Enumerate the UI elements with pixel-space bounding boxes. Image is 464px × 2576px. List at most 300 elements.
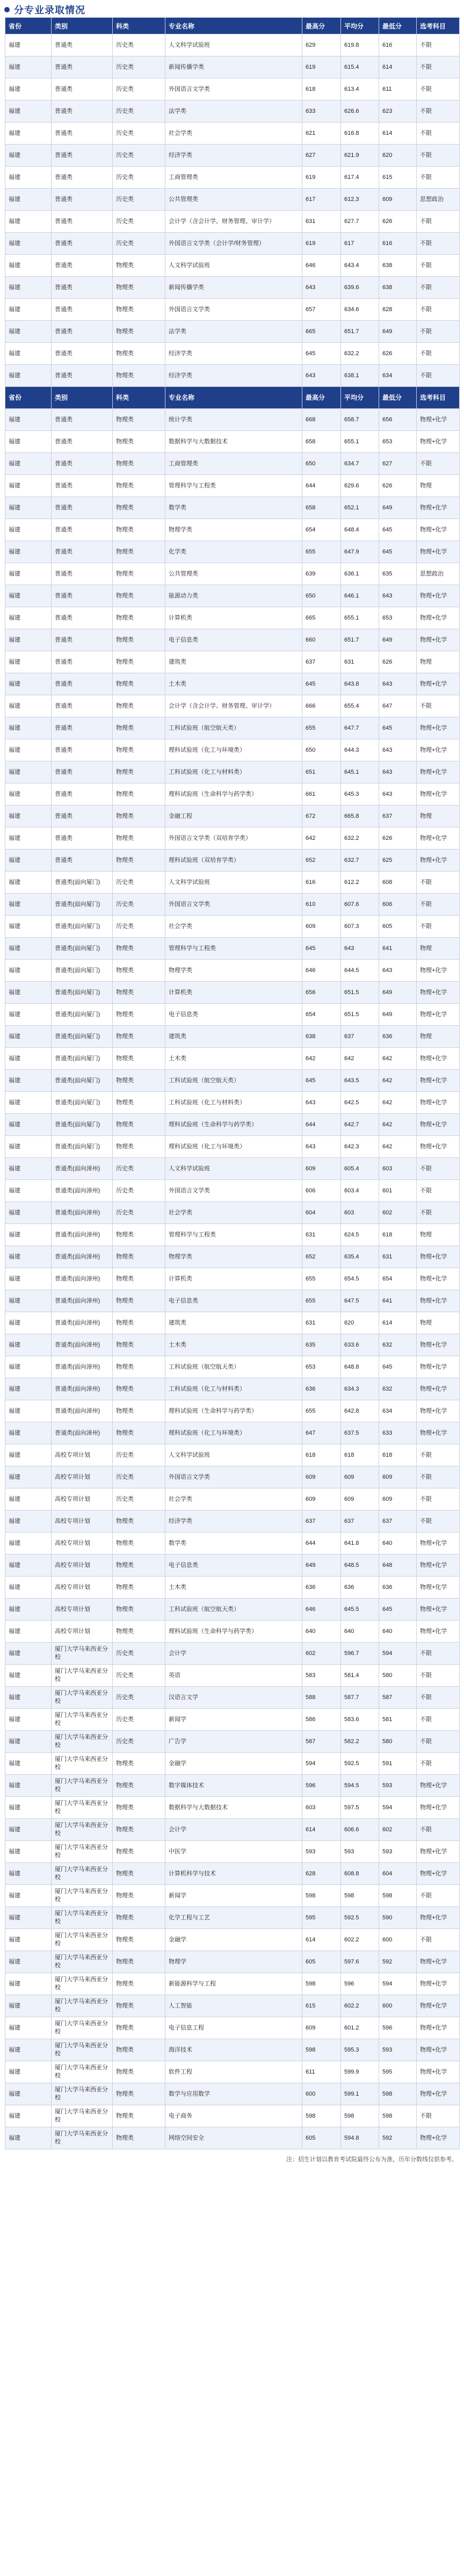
cell-province: 福建 — [5, 1665, 52, 1687]
cell-required-subjects: 不限 — [417, 2105, 460, 2127]
cell-min-score: 628 — [379, 299, 417, 321]
cell-major: 理科试验班（化工与环境类） — [165, 1136, 302, 1158]
cell-major: 物理学类 — [165, 960, 302, 982]
cell-max-score: 598 — [302, 1885, 341, 1907]
cell-subject-type: 物理类 — [113, 1092, 165, 1114]
cell-major: 数字媒体技术 — [165, 1775, 302, 1797]
cell-category: 普通类 — [52, 321, 113, 343]
table-row — [5, 1136, 460, 1158]
cell-avg-score: 658.7 — [341, 409, 379, 431]
cell-avg-score: 620 — [341, 1312, 379, 1334]
cell-max-score: 615 — [302, 1995, 341, 2017]
cell-avg-score: 642.8 — [341, 1400, 379, 1422]
cell-min-score: 598 — [379, 1885, 417, 1907]
cell-category: 普通类(面向厦门) — [52, 1004, 113, 1026]
cell-category: 普通类(面向漳州) — [52, 1400, 113, 1422]
table-row — [5, 34, 460, 56]
cell-category: 普通类 — [52, 541, 113, 563]
cell-category: 普通类 — [52, 56, 113, 78]
cell-major: 工科试验班（航空航天类） — [165, 1356, 302, 1378]
cell-avg-score: 582.2 — [341, 1731, 379, 1753]
cell-required-subjects: 物理+化学 — [417, 1400, 460, 1422]
table-row — [5, 960, 460, 982]
cell-category: 厦门大学马来西亚分校 — [52, 1951, 113, 1973]
cell-max-score: 644 — [302, 475, 341, 497]
cell-max-score: 638 — [302, 1026, 341, 1048]
table-row — [5, 167, 460, 189]
cell-avg-score: 635.4 — [341, 1246, 379, 1268]
cell-province: 福建 — [5, 1378, 52, 1400]
cell-max-score: 603 — [302, 1797, 341, 1819]
cell-required-subjects: 物理+化学 — [417, 1621, 460, 1643]
cell-subject-type: 物理类 — [113, 1929, 165, 1951]
cell-min-score: 616 — [379, 34, 417, 56]
cell-category: 普通类 — [52, 629, 113, 651]
cell-required-subjects: 物理+化学 — [417, 850, 460, 872]
cell-subject-type: 物理类 — [113, 1422, 165, 1444]
cell-province: 福建 — [5, 211, 52, 233]
cell-min-score: 641 — [379, 938, 417, 960]
cell-required-subjects: 物理+化学 — [417, 1555, 460, 1577]
cell-major: 电子信息类 — [165, 629, 302, 651]
cell-required-subjects: 不限 — [417, 1885, 460, 1907]
cell-major: 数学类 — [165, 1532, 302, 1555]
cell-category: 普通类(面向漳州) — [52, 1312, 113, 1334]
cell-avg-score: 655.1 — [341, 431, 379, 453]
cell-subject-type: 物理类 — [113, 673, 165, 695]
cell-province: 福建 — [5, 1555, 52, 1577]
cell-max-score: 595 — [302, 1907, 341, 1929]
repeat-header-cell: 选考科目 — [417, 387, 460, 409]
cell-subject-type: 物理类 — [113, 497, 165, 519]
table-row — [5, 1577, 460, 1599]
cell-major: 理科试验班（化工与环境类） — [165, 1422, 302, 1444]
table-row — [5, 982, 460, 1004]
cell-max-score: 602 — [302, 1643, 341, 1665]
cell-province: 福建 — [5, 1643, 52, 1665]
cell-major: 理科试验班（生命科学与药学类） — [165, 1400, 302, 1422]
cell-required-subjects: 不限 — [417, 1929, 460, 1951]
cell-province: 福建 — [5, 409, 52, 431]
repeat-header-cell: 类别 — [52, 387, 113, 409]
cell-min-score: 623 — [379, 100, 417, 123]
cell-required-subjects: 物理+化学 — [417, 1136, 460, 1158]
cell-subject-type: 历史类 — [113, 1202, 165, 1224]
cell-category: 普通类 — [52, 189, 113, 211]
cell-required-subjects: 不限 — [417, 167, 460, 189]
cell-category: 普通类(面向漳州) — [52, 1224, 113, 1246]
cell-category: 高校专项计划 — [52, 1488, 113, 1510]
cell-subject-type: 历史类 — [113, 78, 165, 100]
table-row — [5, 1753, 460, 1775]
cell-province: 福建 — [5, 145, 52, 167]
cell-subject-type: 物理类 — [113, 1621, 165, 1643]
header-avg-score: 平均分 — [341, 18, 379, 34]
cell-avg-score: 615.4 — [341, 56, 379, 78]
cell-province: 福建 — [5, 299, 52, 321]
cell-max-score: 652 — [302, 1246, 341, 1268]
cell-province: 福建 — [5, 1070, 52, 1092]
cell-major: 理科试验班（双培育学类） — [165, 850, 302, 872]
cell-category: 厦门大学马来西亚分校 — [52, 1797, 113, 1819]
cell-category: 普通类 — [52, 299, 113, 321]
cell-category: 普通类(面向漳州) — [52, 1356, 113, 1378]
cell-major: 化学工程与工艺 — [165, 1907, 302, 1929]
cell-max-score: 619 — [302, 167, 341, 189]
cell-max-score: 614 — [302, 1929, 341, 1951]
cell-major: 新能源科学与工程 — [165, 1973, 302, 1995]
cell-required-subjects: 物理+化学 — [417, 1268, 460, 1290]
cell-major: 金融学 — [165, 1753, 302, 1775]
cell-required-subjects: 物理+化学 — [417, 1246, 460, 1268]
cell-subject-type: 物理类 — [113, 2061, 165, 2083]
cell-province: 福建 — [5, 1466, 52, 1488]
cell-avg-score: 618 — [341, 1444, 379, 1466]
table-row — [5, 1158, 460, 1180]
cell-subject-type: 物理类 — [113, 585, 165, 607]
cell-province: 福建 — [5, 1268, 52, 1290]
cell-required-subjects: 物理+化学 — [417, 1356, 460, 1378]
cell-required-subjects: 物理+化学 — [417, 1973, 460, 1995]
cell-category: 厦门大学马来西亚分校 — [52, 2083, 113, 2105]
cell-subject-type: 物理类 — [113, 805, 165, 828]
cell-category: 高校专项计划 — [52, 1466, 113, 1488]
table-row — [5, 1687, 460, 1709]
cell-province: 福建 — [5, 1114, 52, 1136]
cell-subject-type: 物理类 — [113, 739, 165, 761]
cell-max-score: 609 — [302, 1466, 341, 1488]
cell-subject-type: 物理类 — [113, 453, 165, 475]
cell-major: 外国语言文学类 — [165, 299, 302, 321]
cell-max-score: 652 — [302, 850, 341, 872]
cell-required-subjects: 物理+化学 — [417, 1951, 460, 1973]
cell-province: 福建 — [5, 894, 52, 916]
cell-required-subjects: 物理+化学 — [417, 1841, 460, 1863]
cell-category: 普通类 — [52, 167, 113, 189]
cell-province: 福建 — [5, 960, 52, 982]
cell-avg-score: 643.8 — [341, 673, 379, 695]
admission-table — [5, 17, 460, 2149]
table-row — [5, 1400, 460, 1422]
cell-category: 普通类 — [52, 475, 113, 497]
cell-max-score: 631 — [302, 1312, 341, 1334]
cell-province: 福建 — [5, 1532, 52, 1555]
cell-province: 福建 — [5, 1599, 52, 1621]
table-row — [5, 872, 460, 894]
cell-avg-score: 594.8 — [341, 2127, 379, 2149]
cell-max-score: 588 — [302, 1687, 341, 1709]
cell-min-score: 626 — [379, 475, 417, 497]
cell-min-score: 609 — [379, 1466, 417, 1488]
table-header-row-repeat — [5, 387, 460, 409]
cell-required-subjects: 物理+化学 — [417, 673, 460, 695]
cell-min-score: 641 — [379, 1290, 417, 1312]
cell-province: 福建 — [5, 255, 52, 277]
cell-subject-type: 历史类 — [113, 1687, 165, 1709]
cell-province: 福建 — [5, 563, 52, 585]
cell-major: 土木类 — [165, 1577, 302, 1599]
cell-subject-type: 历史类 — [113, 1665, 165, 1687]
cell-min-score: 616 — [379, 233, 417, 255]
cell-major: 软件工程 — [165, 2061, 302, 2083]
cell-subject-type: 历史类 — [113, 894, 165, 916]
cell-major: 数据科学与大数据技术 — [165, 431, 302, 453]
cell-major: 管理科学与工程类 — [165, 1224, 302, 1246]
cell-subject-type: 物理类 — [113, 607, 165, 629]
cell-major: 土木类 — [165, 1334, 302, 1356]
cell-major: 人文科学试验班 — [165, 255, 302, 277]
cell-avg-score: 643 — [341, 938, 379, 960]
cell-major: 经济学类 — [165, 145, 302, 167]
cell-major: 经济学类 — [165, 343, 302, 365]
cell-required-subjects: 物理+化学 — [417, 1114, 460, 1136]
cell-max-score: 650 — [302, 453, 341, 475]
cell-major: 金融工程 — [165, 805, 302, 828]
cell-province: 福建 — [5, 1290, 52, 1312]
table-row — [5, 1599, 460, 1621]
cell-major: 会计学 — [165, 1643, 302, 1665]
cell-min-score: 596 — [379, 2017, 417, 2039]
cell-required-subjects: 物理+化学 — [417, 431, 460, 453]
cell-min-score: 620 — [379, 145, 417, 167]
cell-required-subjects: 不限 — [417, 34, 460, 56]
table-row — [5, 1004, 460, 1026]
cell-major: 数学与应用数学 — [165, 2083, 302, 2105]
cell-avg-score: 636.1 — [341, 563, 379, 585]
cell-avg-score: 648.5 — [341, 1555, 379, 1577]
cell-required-subjects: 思想政治 — [417, 563, 460, 585]
cell-min-score: 642 — [379, 1092, 417, 1114]
cell-subject-type: 物理类 — [113, 343, 165, 365]
table-row — [5, 1180, 460, 1202]
table-row — [5, 255, 460, 277]
cell-subject-type: 历史类 — [113, 233, 165, 255]
cell-max-score: 598 — [302, 2105, 341, 2127]
cell-min-score: 648 — [379, 1555, 417, 1577]
table-row — [5, 894, 460, 916]
cell-avg-score: 598 — [341, 1885, 379, 1907]
table-row — [5, 1488, 460, 1510]
cell-avg-score: 598 — [341, 2105, 379, 2127]
cell-max-score: 633 — [302, 100, 341, 123]
cell-subject-type: 物理类 — [113, 1510, 165, 1532]
table-row — [5, 1863, 460, 1885]
cell-province: 福建 — [5, 1885, 52, 1907]
cell-major: 人文科学试验班 — [165, 1444, 302, 1466]
cell-min-score: 634 — [379, 1400, 417, 1422]
cell-max-score: 598 — [302, 2039, 341, 2061]
cell-province: 福建 — [5, 1488, 52, 1510]
cell-max-score: 616 — [302, 872, 341, 894]
table-row — [5, 1070, 460, 1092]
bullet-dot-icon — [4, 7, 10, 12]
table-row — [5, 1731, 460, 1753]
cell-major: 理科试验班（生命科学与药学类） — [165, 1114, 302, 1136]
table-row — [5, 453, 460, 475]
cell-max-score: 665 — [302, 321, 341, 343]
cell-province: 福建 — [5, 938, 52, 960]
cell-max-score: 619 — [302, 56, 341, 78]
table-row — [5, 2083, 460, 2105]
table-row — [5, 277, 460, 299]
cell-required-subjects: 物理+化学 — [417, 1378, 460, 1400]
cell-min-score: 625 — [379, 850, 417, 872]
cell-required-subjects: 物理 — [417, 1312, 460, 1334]
cell-province: 福建 — [5, 1797, 52, 1819]
cell-avg-score: 617 — [341, 233, 379, 255]
cell-avg-score: 593 — [341, 1841, 379, 1863]
cell-major: 计算机类 — [165, 607, 302, 629]
cell-required-subjects: 物理+化学 — [417, 1797, 460, 1819]
cell-major: 管理科学与工程类 — [165, 938, 302, 960]
cell-avg-score: 647.7 — [341, 717, 379, 739]
cell-category: 普通类 — [52, 850, 113, 872]
cell-category: 厦门大学马来西亚分校 — [52, 1753, 113, 1775]
cell-required-subjects: 物理+化学 — [417, 497, 460, 519]
table-row — [5, 100, 460, 123]
cell-max-score: 642 — [302, 1048, 341, 1070]
cell-max-score: 655 — [302, 1290, 341, 1312]
cell-category: 普通类 — [52, 145, 113, 167]
cell-avg-score: 632.7 — [341, 850, 379, 872]
cell-subject-type: 物理类 — [113, 761, 165, 783]
cell-max-score: 600 — [302, 2083, 341, 2105]
table-row — [5, 497, 460, 519]
cell-avg-score: 645.1 — [341, 761, 379, 783]
cell-required-subjects: 不限 — [417, 1819, 460, 1841]
cell-category: 普通类 — [52, 739, 113, 761]
cell-category: 普通类(面向厦门) — [52, 872, 113, 894]
table-row — [5, 1885, 460, 1907]
cell-avg-score: 612.3 — [341, 189, 379, 211]
cell-max-score: 604 — [302, 1202, 341, 1224]
cell-avg-score: 645.3 — [341, 783, 379, 805]
cell-max-score: 605 — [302, 1951, 341, 1973]
table-row — [5, 1797, 460, 1819]
cell-avg-score: 602.2 — [341, 1995, 379, 2017]
cell-subject-type: 物理类 — [113, 2127, 165, 2149]
table-header-row — [5, 18, 460, 34]
cell-min-score: 614 — [379, 1312, 417, 1334]
table-row — [5, 1378, 460, 1400]
cell-province: 福建 — [5, 1312, 52, 1334]
table-row — [5, 1202, 460, 1224]
cell-province: 福建 — [5, 1246, 52, 1268]
repeat-header-cell: 科类 — [113, 387, 165, 409]
cell-province: 福建 — [5, 189, 52, 211]
cell-major: 英语 — [165, 1665, 302, 1687]
cell-required-subjects: 不限 — [417, 1444, 460, 1466]
cell-province: 福建 — [5, 1422, 52, 1444]
cell-avg-score: 642.3 — [341, 1136, 379, 1158]
cell-subject-type: 物理类 — [113, 563, 165, 585]
cell-category: 普通类 — [52, 761, 113, 783]
cell-category: 普通类 — [52, 100, 113, 123]
cell-max-score: 631 — [302, 211, 341, 233]
cell-subject-type: 历史类 — [113, 1466, 165, 1488]
cell-category: 厦门大学马来西亚分校 — [52, 2017, 113, 2039]
footnote: 注：招生计划以教育考试院最终公布为准，历年分数线仅供参考。 — [286, 2156, 458, 2163]
cell-min-score: 593 — [379, 2039, 417, 2061]
cell-province: 福建 — [5, 1687, 52, 1709]
cell-subject-type: 物理类 — [113, 982, 165, 1004]
cell-subject-type: 历史类 — [113, 1709, 165, 1731]
cell-max-score: 661 — [302, 783, 341, 805]
cell-major: 工科试验班（航空航天类） — [165, 717, 302, 739]
cell-subject-type: 历史类 — [113, 872, 165, 894]
cell-required-subjects: 物理+化学 — [417, 1290, 460, 1312]
cell-max-score: 640 — [302, 1621, 341, 1643]
cell-max-score: 609 — [302, 2017, 341, 2039]
cell-min-score: 600 — [379, 1929, 417, 1951]
cell-avg-score: 599.9 — [341, 2061, 379, 2083]
cell-subject-type: 物理类 — [113, 321, 165, 343]
cell-province: 福建 — [5, 233, 52, 255]
table-row — [5, 1444, 460, 1466]
cell-major: 会计学 — [165, 1819, 302, 1841]
cell-min-score: 640 — [379, 1532, 417, 1555]
cell-subject-type: 物理类 — [113, 828, 165, 850]
cell-required-subjects: 物理+化学 — [417, 960, 460, 982]
cell-subject-type: 物理类 — [113, 2017, 165, 2039]
cell-required-subjects: 不限 — [417, 1158, 460, 1180]
cell-min-score: 614 — [379, 56, 417, 78]
cell-max-score: 611 — [302, 2061, 341, 2083]
table-row — [5, 695, 460, 717]
cell-required-subjects: 物理+化学 — [417, 629, 460, 651]
cell-subject-type: 物理类 — [113, 1973, 165, 1995]
cell-subject-type: 历史类 — [113, 1158, 165, 1180]
cell-subject-type: 物理类 — [113, 1863, 165, 1885]
cell-avg-score: 609 — [341, 1488, 379, 1510]
table-row — [5, 916, 460, 938]
cell-province: 福建 — [5, 739, 52, 761]
cell-max-score: 649 — [302, 1555, 341, 1577]
cell-min-score: 645 — [379, 1599, 417, 1621]
cell-category: 普通类 — [52, 431, 113, 453]
cell-province: 福建 — [5, 56, 52, 78]
cell-major: 能源动力类 — [165, 585, 302, 607]
cell-province: 福建 — [5, 1510, 52, 1532]
cell-required-subjects: 物理+化学 — [417, 2017, 460, 2039]
cell-major: 新闻传播学类 — [165, 277, 302, 299]
table-row — [5, 519, 460, 541]
cell-max-score: 636 — [302, 1378, 341, 1400]
cell-subject-type: 物理类 — [113, 1599, 165, 1621]
cell-avg-score: 605.4 — [341, 1158, 379, 1180]
cell-avg-score: 595.3 — [341, 2039, 379, 2061]
cell-category: 普通类(面向漳州) — [52, 1334, 113, 1356]
cell-province: 福建 — [5, 1004, 52, 1026]
table-row — [5, 805, 460, 828]
cell-min-score: 591 — [379, 1753, 417, 1775]
cell-avg-score: 621.9 — [341, 145, 379, 167]
cell-min-score: 649 — [379, 321, 417, 343]
table-row — [5, 2039, 460, 2061]
cell-subject-type: 物理类 — [113, 1114, 165, 1136]
cell-province: 福建 — [5, 828, 52, 850]
cell-min-score: 642 — [379, 1114, 417, 1136]
cell-max-score: 658 — [302, 431, 341, 453]
cell-min-score: 608 — [379, 872, 417, 894]
cell-max-score: 655 — [302, 1400, 341, 1422]
cell-min-score: 603 — [379, 1158, 417, 1180]
cell-major: 会计学（含会计学、财务管理、审计学） — [165, 211, 302, 233]
cell-min-score: 592 — [379, 2127, 417, 2149]
cell-required-subjects: 不限 — [417, 1643, 460, 1665]
cell-subject-type: 历史类 — [113, 1180, 165, 1202]
cell-min-score: 649 — [379, 629, 417, 651]
